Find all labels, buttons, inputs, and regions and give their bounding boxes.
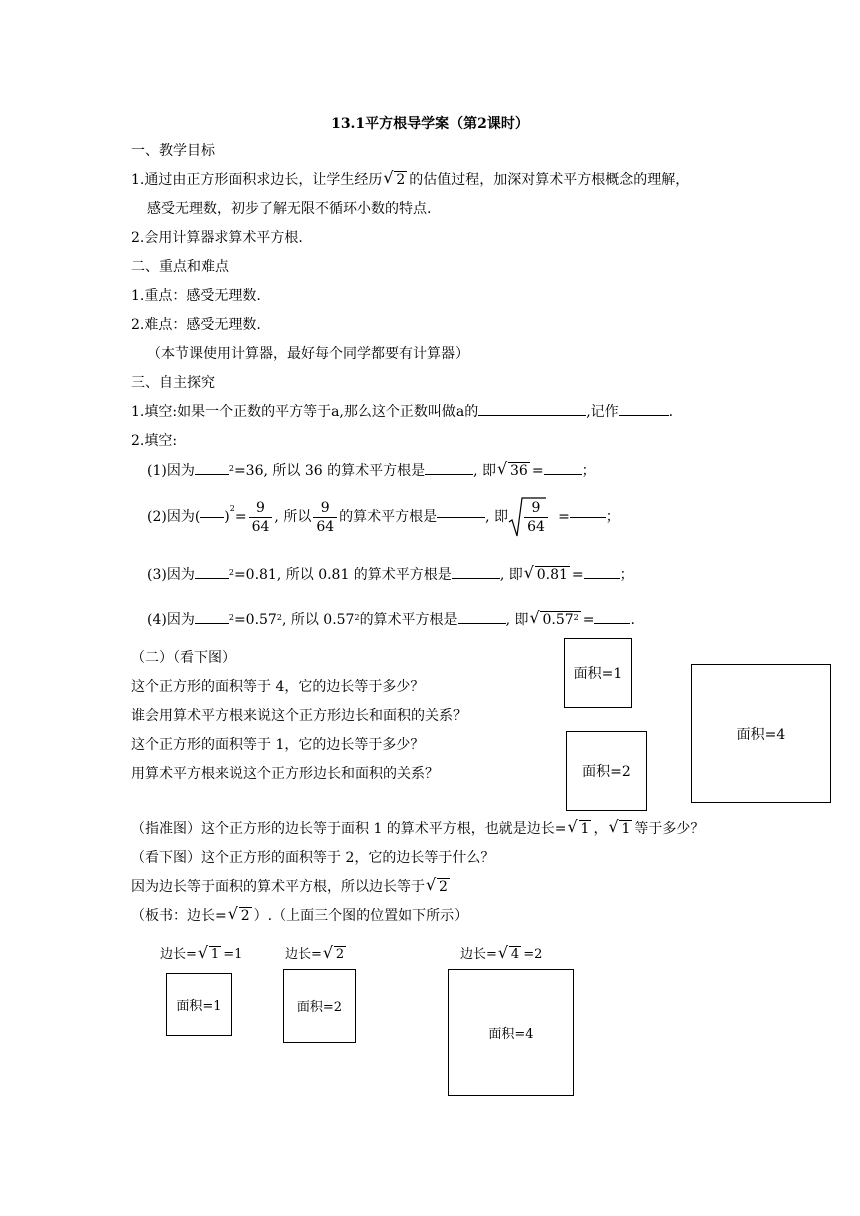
section-heading-keypoints: 二、重点和难点 — [131, 259, 229, 275]
keypoint-item-1: 1.重点：感受无理数. — [131, 288, 261, 304]
answer-blank — [195, 474, 229, 475]
keypoint-item-2: 2.难点：感受无理数. — [131, 317, 261, 333]
diagram-label-2: 边长=√ 2 — [285, 945, 348, 965]
square-area-4: 面积=4 — [691, 664, 831, 803]
part2-paragraph-2: （看下图）这个正方形的面积等于 2，它的边长等于什么？ — [131, 850, 495, 866]
part2-line-1: 这个正方形的面积等于 4，它的边长等于多少？ — [131, 679, 425, 695]
answer-blank — [425, 474, 473, 475]
sub-question-1: (1)因为 $^2$=36, 所以 36 的算术平方根是 , 即√ 36 = ； — [147, 461, 596, 481]
part2-paragraph-1: （指准图）这个正方形的边长等于面积 1 的算术平方根，也就是边长=√ 1 ，√ 1 等于多少？ — [131, 819, 704, 839]
goal-item-2: 2.会用计算器求算术平方根. — [131, 230, 303, 246]
sqrt-4-symbol: √ 4 — [499, 945, 521, 965]
sqrt-fraction-symbol: $\frac{9}{64}$ — [508, 496, 558, 538]
answer-blank — [544, 474, 582, 475]
page-title: 13.1平方根导学案（第2课时） — [331, 116, 529, 132]
section-heading-explore: 三、自主探究 — [131, 375, 215, 391]
sqrt-1-symbol: √ 1 — [569, 819, 592, 839]
sqrt-1-symbol: √ 1 — [609, 819, 632, 839]
part2-line-3: 这个正方形的面积等于 1，它的边长等于多少？ — [131, 737, 425, 753]
section-heading-goals: 一、教学目标 — [131, 143, 215, 159]
part2-paragraph-3: 因为边长等于面积的算术平方根，所以边长等于√ 2 — [131, 877, 452, 897]
fill-question-2: 2.填空: — [131, 433, 178, 449]
sqrt-2-symbol: √ 2 — [324, 945, 346, 965]
sqrt-0.81-symbol: √ 0.81 — [525, 565, 570, 585]
sqrt-36-symbol: √ 36 — [498, 461, 530, 481]
sqrt-2-symbol: √ 2 — [384, 170, 407, 190]
square-area-2: 面积=2 — [566, 731, 647, 811]
answer-blank — [570, 517, 606, 518]
sqrt-0.57-squared-symbol: √ 0.57$^2$ — [530, 610, 580, 630]
answer-blank — [195, 623, 229, 624]
answer-blank — [437, 517, 485, 518]
diagram-square-area-1: 面积=1 — [166, 973, 232, 1036]
part2-paragraph-4: （板书：边长=√ 2 ）.（上面三个图的位置如下所示） — [131, 906, 468, 926]
diagram-label-1: 边长=√ 1 =1 — [160, 945, 242, 965]
answer-blank — [594, 623, 630, 624]
answer-blank — [478, 415, 586, 416]
fraction-9-64: $\frac{9}{64}$ — [313, 499, 337, 536]
goal-item-1-cont: 感受无理数，初步了解无限不循环小数的特点. — [147, 201, 432, 217]
part2-heading: （二）（看下图） — [131, 650, 236, 666]
diagram-label-4: 边长=√ 4 =2 — [460, 945, 542, 965]
answer-blank — [458, 623, 506, 624]
part2-line-2: 谁会用算术平方根来说这个正方形边长和面积的关系？ — [131, 708, 467, 724]
sub-question-4: (4)因为 $^2=0.57^2$, 所以 0.57$^2$的算术平方根是 , 即√ $0.57^2$ = . — [147, 610, 635, 630]
sub-question-3: (3)因为 $^2$=0.81, 所以 0.81 的算术平方根是 , 即√ 0.81 = ； — [147, 565, 634, 585]
answer-blank — [195, 578, 229, 579]
diagram-square-area-4: 面积=4 — [448, 969, 574, 1096]
sqrt-1-symbol: √ 1 — [199, 945, 221, 965]
fraction-9-64: $\frac{9}{64}$ — [249, 499, 273, 536]
square-area-1: 面积=1 — [564, 638, 632, 708]
answer-blank — [452, 578, 500, 579]
diagram-square-area-2: 面积=2 — [283, 969, 356, 1043]
sqrt-2-symbol: √ 2 — [427, 877, 450, 897]
goal-item-1-text-a: 1.通过由正方形面积求边长，让学生经历 — [131, 172, 383, 188]
answer-blank — [619, 415, 669, 416]
goal-item-1 — [131, 170, 689, 190]
sub-question-2: (2)因为( ) $^2$ = $\frac{9}{64}$ , 所以 $\frac{9}{64}$ 的算术平方根是 , 即 $\frac{9}{64}$ = ； — [147, 495, 620, 539]
fill-question-1: 1.填空:如果一个正数的平方等于a,那么这个正数叫做a的 ,记作 . — [131, 404, 674, 420]
answer-blank — [200, 517, 224, 518]
part2-line-4: 用算术平方根来说这个正方形边长和面积的关系？ — [131, 766, 439, 782]
sqrt-2-symbol: √ 2 — [229, 906, 252, 926]
calculator-note: （本节课使用计算器，最好每个同学都要有计算器） — [147, 346, 469, 362]
answer-blank — [584, 578, 620, 579]
goal-item-1-text-b: 的估值过程，加深对算术平方根概念的理解， — [409, 172, 690, 188]
